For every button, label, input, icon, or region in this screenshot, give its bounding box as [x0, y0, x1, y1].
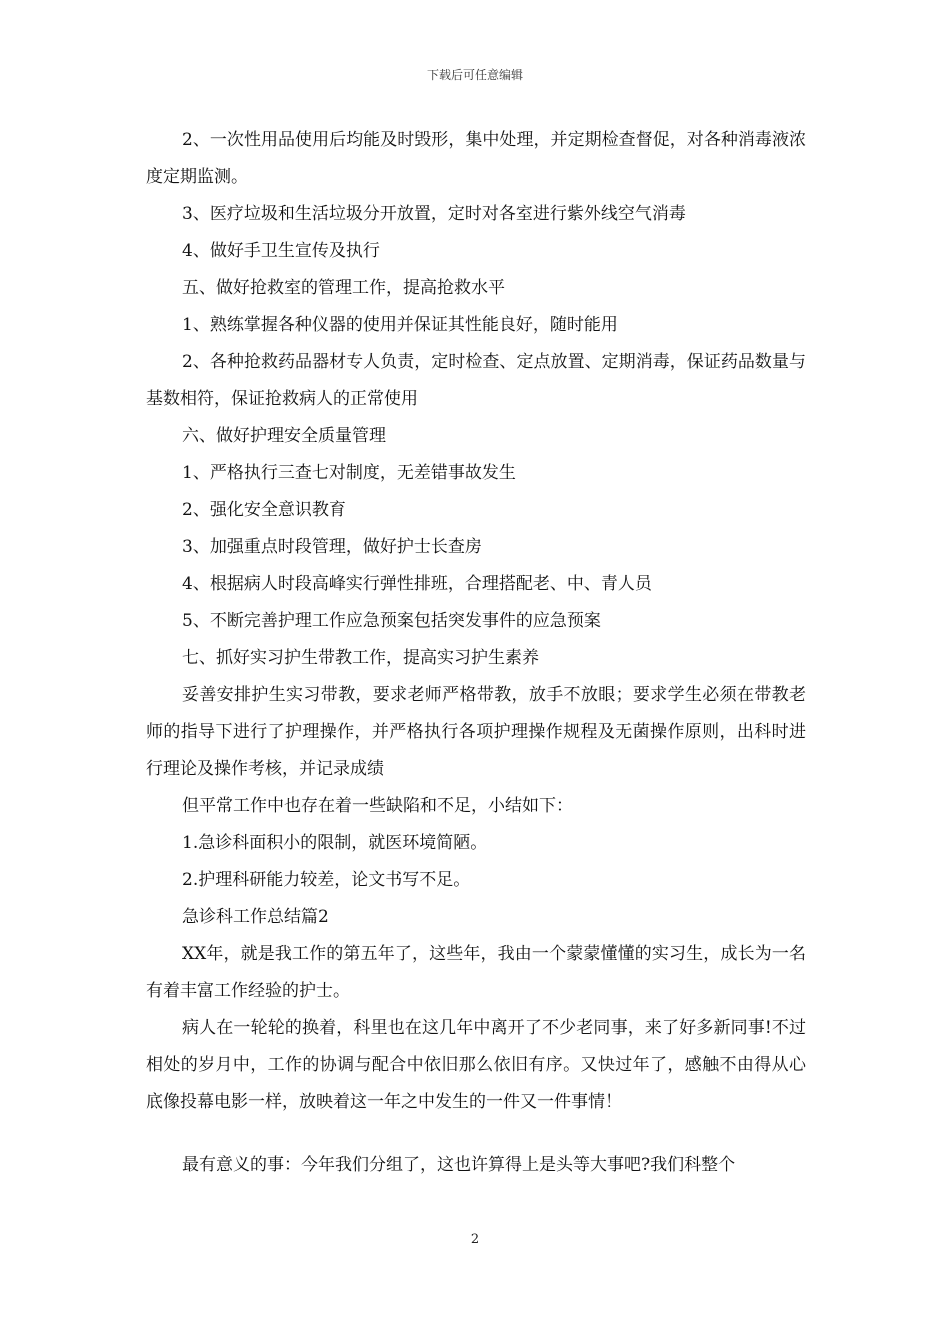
paragraph-11: 4、根据病人时段高峰实行弹性排班，合理搭配老、中、青人员: [182, 574, 652, 594]
paragraph-3: 4、做好手卫生宣传及执行: [182, 241, 380, 261]
paragraph-6: 2、各种抢救药品器材专人负责，定时检查、定点放置、定期消毒，保证药品数量与基数相符，保证抢救病人的正常使用: [146, 352, 806, 409]
paragraph-16: 1.急诊科面积小的限制，就医环境简陋。: [182, 833, 488, 853]
paragraph-8: 1、严格执行三查七对制度，无差错事故发生: [182, 463, 516, 483]
paragraph-15: 但平常工作中也存在着一些缺陷和不足，小结如下：: [182, 796, 573, 816]
article-title-2: 急诊科工作总结篇2: [182, 907, 329, 927]
section-heading-7: 七、抓好实习护生带教工作，提高实习护生素养: [182, 648, 539, 668]
paragraph-14: 妥善安排护生实习带教，要求老师严格带教，放手不放眼；要求学生必须在带教老师的指导下进行了护理操作，并严格执行各项护理操作规程及无菌操作原则，出科时进行理论及操作考核，并记录成绩: [146, 685, 806, 779]
paragraph-5: 1、熟练掌握各种仪器的使用并保证其性能良好，随时能用: [182, 315, 618, 335]
paragraph-17: 2.护理科研能力较差，论文书写不足。: [182, 870, 471, 890]
section-heading-5: 五、做好抢救室的管理工作，提高抢救水平: [182, 278, 505, 298]
paragraph-20: 病人在一轮轮的换着，科里也在这几年中离开了不少老同事，来了好多新同事!不过相处的岁月中，工作的协调与配合中依旧那么依旧有序。又快过年了，感触不由得从心底像投幕电影一样，放映着这一年之中发生的一件又一件事情！: [146, 1018, 806, 1112]
paragraph-12: 5、不断完善护理工作应急预案包括突发事件的应急预案: [182, 611, 601, 631]
document-body: [146, 122, 806, 1184]
paragraph-19: XX年，就是我工作的第五年了，这些年，我由一个蒙蒙懂懂的实习生，成长为一名有着丰富工作经验的护士。: [146, 944, 806, 1001]
blank-line: [146, 1121, 806, 1147]
page-number: 2: [470, 1232, 480, 1247]
paragraph-10: 3、加强重点时段管理，做好护士长查房: [182, 537, 482, 557]
paragraph-1: 2、一次性用品使用后均能及时毁形，集中处理，并定期检查督促，对各种消毒液浓度定期监测。: [146, 130, 806, 187]
paragraph-2: 3、医疗垃圾和生活垃圾分开放置，定时对各室进行紫外线空气消毒: [182, 204, 686, 224]
paragraph-9: 2、强化安全意识教育: [182, 500, 346, 520]
paragraph-21: 最有意义的事：今年我们分组了，这也许算得上是头等大事吧?我们科整个: [182, 1155, 736, 1175]
section-heading-6: 六、做好护理安全质量管理: [182, 426, 386, 446]
page-header-note: 下载后可任意编辑: [426, 68, 523, 82]
